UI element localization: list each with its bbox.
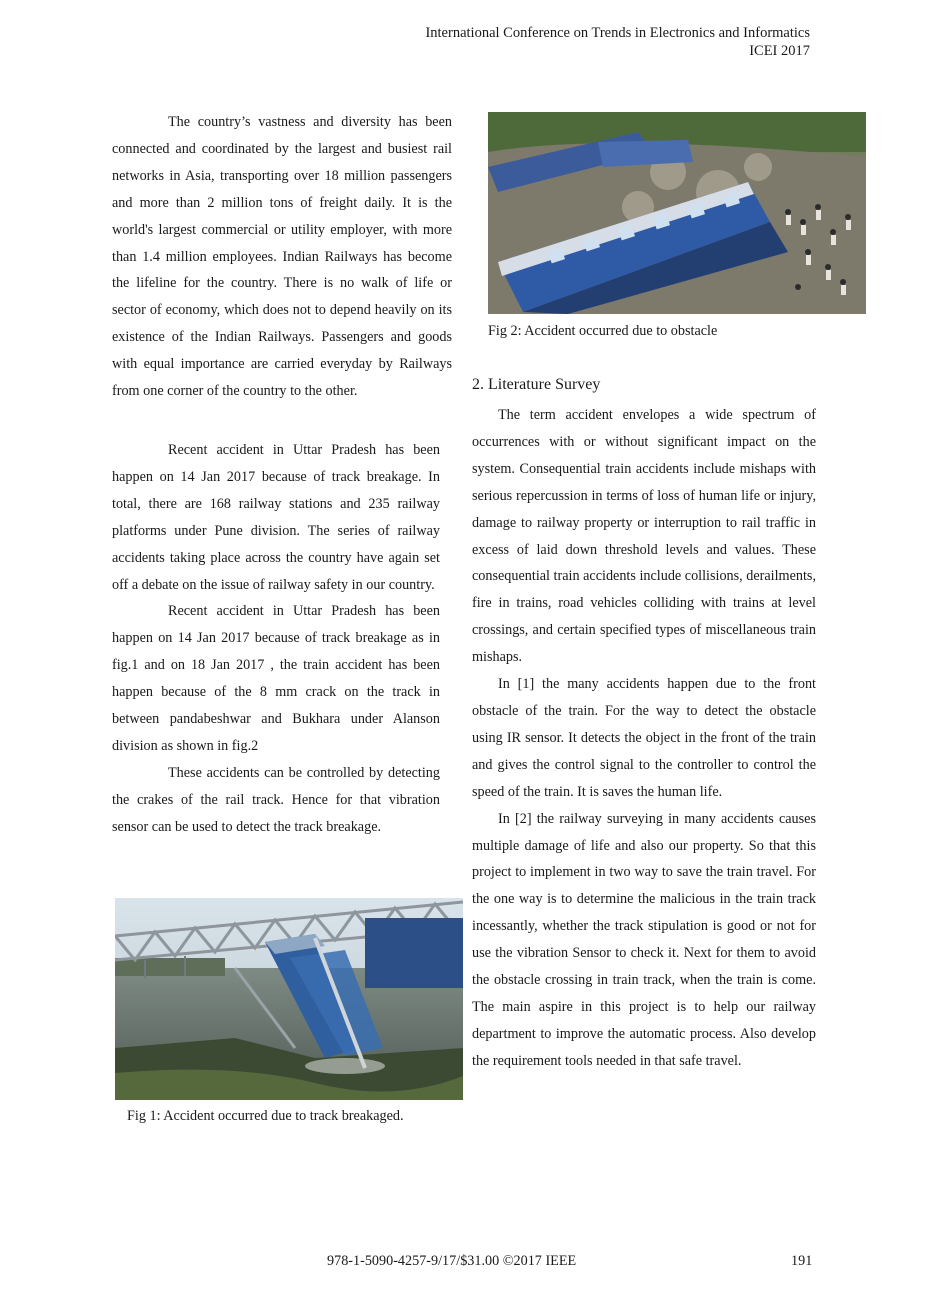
section-heading-literature-survey: 2. Literature Survey xyxy=(472,376,601,393)
paragraph-reference-1: In [1] the many accidents happen due to the front obstacle of the train. For the way to detect the obstacle using IR sensor. It detects the object in the front of the train and gives the control signal to the controller to control the speed of the train. It is saves the human life. xyxy=(472,676,816,800)
bridge-collapse-photo xyxy=(115,898,463,1100)
figure-1-caption: Fig 1: Accident occurred due to track breakaged. xyxy=(127,1108,404,1124)
paragraph-accident-figures: Recent accident in Uttar Pradesh has been happen on 14 Jan 2017 because of track breakage as in fig.1 and on 18 Jan 2017 , the train accident has been happen because of the 8 mm crack on the track in between pandabeshwar and Bukhara under Alanson division as shown in fig.2 xyxy=(112,603,440,754)
paragraph-reference-2: In [2] the railway surveying in many accidents causes multiple damage of life and also our property. So that this project to implement in two way to save the train travel. For the one way is to determine the malicious in the train track incessantly, whether the track stipulation is good or not for use the vibration Sensor to check it. Next for them to avoid the obstacle crossing in train track, when the train is come. The main aspire in this project is to help our railway department to improve the automatic process. Also develop the requirement tools needed in that safe travel. xyxy=(472,810,816,1069)
footer-copyright: 978-1-5090-4257-9/17/$31.00 ©2017 IEEE xyxy=(327,1253,577,1269)
paragraph-uttar-pradesh: Recent accident in Uttar Pradesh has been happen on 14 Jan 2017 because of track breakage. In total, there are 168 railway stations and 235 railway platforms under Pune division. The series of railway accidents taking place across the country have again set off a debate on the issue of railway safety in our country. xyxy=(112,442,440,593)
right-column xyxy=(472,402,816,1075)
figure-1-image xyxy=(115,898,463,1100)
left-column-bottom xyxy=(112,437,440,841)
derailed-train-photo xyxy=(488,112,866,314)
paragraph-accident-definition: The term accident envelopes a wide spectrum of occurrences with or without significant impact on the system. Consequential train accidents include mishaps with serious repercussion in terms of loss of human life or injury, damage to railway property or interruption to rail traffic in excess of laid down threshold levels and values. These consequential train accidents include collisions, derailments, fire in trains, road vehicles colliding with trains at level crossings, and certain specified types of miscellaneous train mishaps. xyxy=(472,407,816,666)
left-column-top xyxy=(112,109,452,405)
conference-name: International Conference on Trends in Electronics and Informatics xyxy=(425,25,810,41)
page-number: 191 xyxy=(791,1253,813,1269)
paragraph-vibration-sensor: These accidents can be controlled by detecting the crakes of the rail track. Hence for that vibration sensor can be used to detect the track breakage. xyxy=(112,764,440,835)
running-header xyxy=(425,24,810,60)
conference-acronym: ICEI 2017 xyxy=(749,43,810,59)
figure-2-image xyxy=(488,112,866,314)
intro-paragraph: The country’s vastness and diversity has been connected and coordinated by the largest and busiest rail networks in Asia, transporting over 18 million passengers and more than 2 million tons of freight daily. It is the world's largest commercial or utility employer, with more than 1.4 million employees. Indian Railways has become the lifeline for the country. There is no walk of life or sector of economy, which does not to depend heavily on its existence of the Indian Railways. Passengers and goods with equal importance are carried everyday by Railways from one corner of the country to the other. xyxy=(112,114,452,400)
figure-2-caption: Fig 2: Accident occurred due to obstacle xyxy=(488,323,718,339)
